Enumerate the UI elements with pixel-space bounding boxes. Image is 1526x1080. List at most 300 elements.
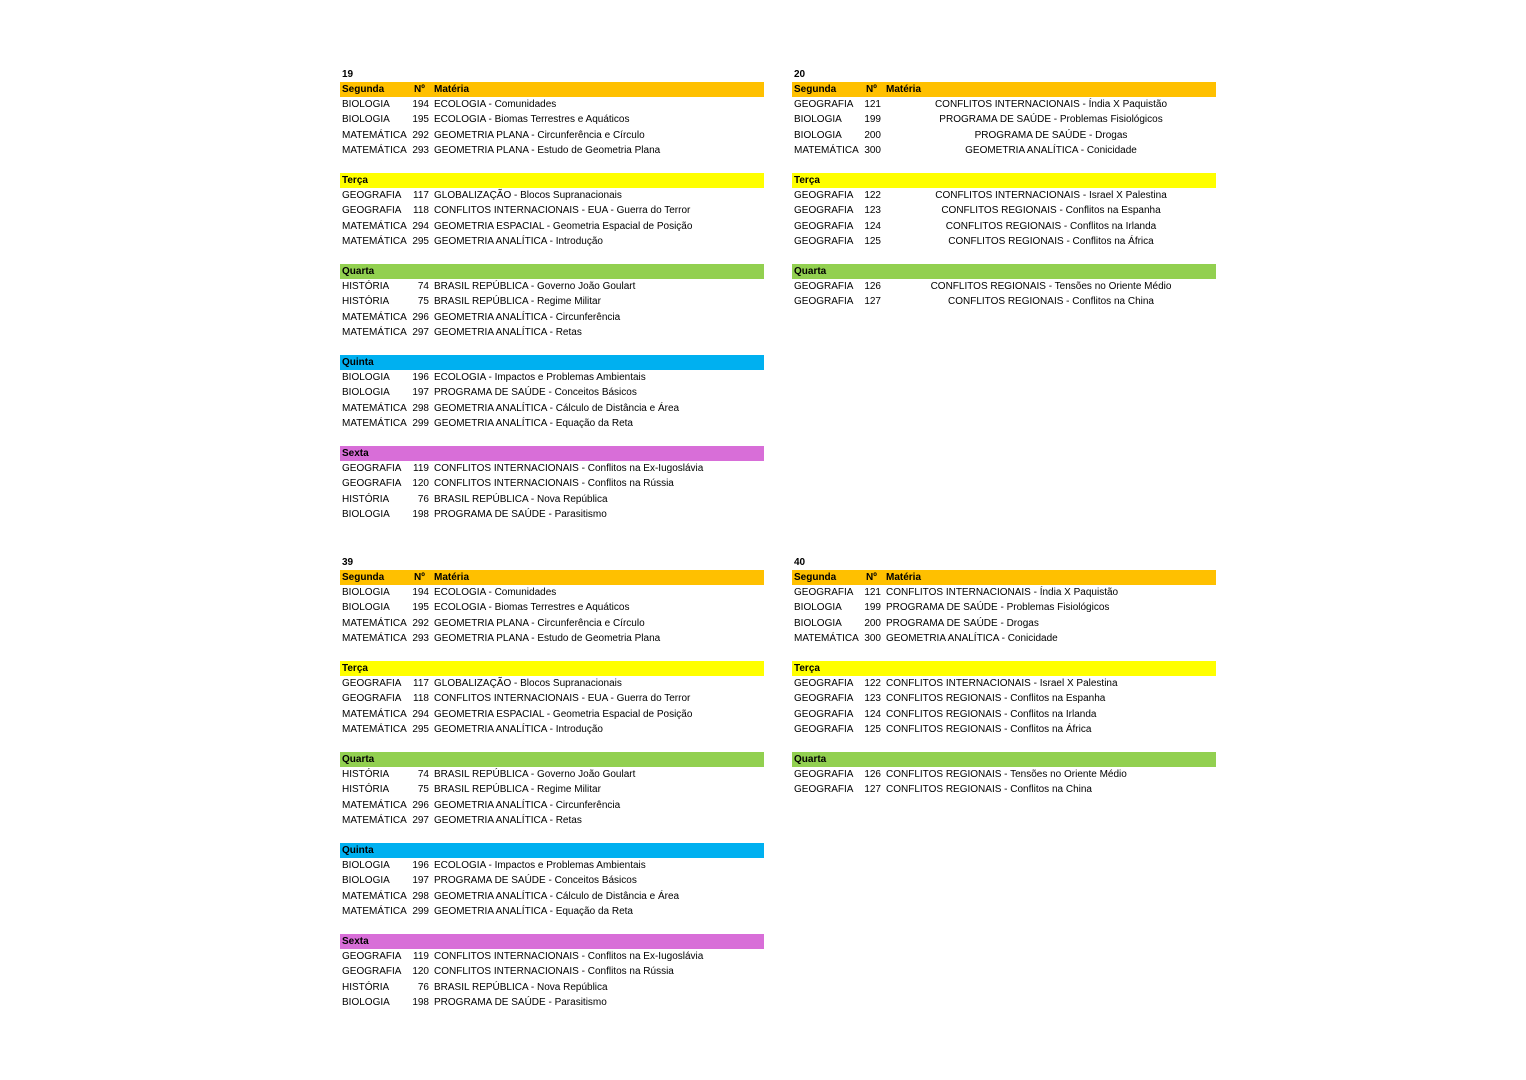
lesson-row xyxy=(340,873,764,888)
lesson-row xyxy=(792,188,1216,203)
subject-cell: GEOGRAFIA xyxy=(794,708,854,720)
day-section-quinta xyxy=(340,843,764,919)
subject-cell: HISTÓRIA xyxy=(342,784,390,796)
subject-cell: GEOGRAFIA xyxy=(342,693,402,705)
lesson-row xyxy=(792,691,1216,706)
lesson-number-cell: 197 xyxy=(412,387,429,399)
lesson-row xyxy=(340,294,764,309)
lesson-row xyxy=(340,813,764,828)
lesson-number-cell: 200 xyxy=(864,617,881,629)
subject-cell: BIOLOGIA xyxy=(794,602,842,614)
lesson-number-cell: 298 xyxy=(412,890,429,902)
day-header xyxy=(340,173,764,188)
topic-cell: ECOLOGIA - Impactos e Problemas Ambientais xyxy=(434,372,646,383)
day-name: Quarta xyxy=(794,754,827,765)
lesson-row xyxy=(792,234,1216,249)
lesson-row xyxy=(792,279,1216,294)
lesson-row xyxy=(340,476,764,491)
topic-cell: CONFLITOS REGIONAIS - Conflitos na África xyxy=(886,723,1092,735)
block-number: 40 xyxy=(794,557,806,568)
subject-cell: BIOLOGIA xyxy=(794,114,842,126)
lesson-row xyxy=(340,964,764,979)
day-section-quarta xyxy=(792,752,1216,798)
lesson-number-cell: 299 xyxy=(412,417,429,429)
subject-cell: MATEMÁTICA xyxy=(342,617,407,629)
topic-cell: CONFLITOS INTERNACIONAIS - EUA - Guerra do Terror xyxy=(434,693,691,705)
day-header xyxy=(792,752,1216,767)
subject-cell: GEOGRAFIA xyxy=(342,478,402,490)
day-name: Sexta xyxy=(342,448,369,459)
number-column-header: Nº xyxy=(414,84,425,95)
lesson-number-cell: 124 xyxy=(864,220,881,232)
lesson-number-cell: 196 xyxy=(412,372,429,383)
lesson-number-cell: 127 xyxy=(864,296,881,308)
lesson-row xyxy=(792,585,1216,600)
subject-cell: BIOLOGIA xyxy=(342,860,390,871)
lesson-number-cell: 296 xyxy=(412,799,429,811)
subject-cell: BIOLOGIA xyxy=(342,996,390,1008)
lesson-row xyxy=(340,631,764,646)
subject-cell: GEOGRAFIA xyxy=(794,769,854,780)
lesson-number-cell: 194 xyxy=(412,99,429,110)
topic-cell: BRASIL REPÚBLICA - Regime Militar xyxy=(434,784,601,796)
number-column-header: Nº xyxy=(866,84,877,95)
lesson-row xyxy=(340,585,764,600)
lesson-number-cell: 123 xyxy=(864,693,881,705)
lesson-number-cell: 119 xyxy=(413,951,429,962)
topic-cell: CONFLITOS INTERNACIONAIS - Conflitos na Rússia xyxy=(434,478,674,490)
lesson-row xyxy=(792,767,1216,782)
subject-cell: HISTÓRIA xyxy=(342,296,390,308)
lesson-number-cell: 300 xyxy=(864,144,881,156)
lesson-number-cell: 121 xyxy=(864,99,881,110)
topic-cell: GEOMETRIA ANALÍTICA - Circunferência xyxy=(434,311,621,323)
lesson-number-cell: 199 xyxy=(864,602,881,614)
lesson-row xyxy=(792,143,1216,158)
day-header xyxy=(792,661,1216,676)
topic-cell: PROGRAMA DE SAÚDE - Parasitismo xyxy=(434,508,607,520)
day-section-quarta xyxy=(340,752,764,828)
lesson-number-cell: 117 xyxy=(413,190,429,201)
day-section-segunda xyxy=(792,82,1216,158)
subject-cell: MATEMÁTICA xyxy=(342,632,407,644)
topic-cell: GLOBALIZAÇÃO - Blocos Supranacionais xyxy=(434,678,622,689)
day-name: Terça xyxy=(794,663,820,674)
topic-cell: GEOMETRIA ANALÍTICA - Retas xyxy=(434,326,582,338)
lesson-row xyxy=(792,112,1216,127)
topic-cell: PROGRAMA DE SAÚDE - Conceitos Básicos xyxy=(434,387,637,399)
subject-cell: MATEMÁTICA xyxy=(794,144,859,156)
subject-cell: MATEMÁTICA xyxy=(342,129,407,141)
lesson-number-cell: 122 xyxy=(864,190,881,201)
lesson-number-cell: 75 xyxy=(417,784,429,796)
topic-cell: BRASIL REPÚBLICA - Nova República xyxy=(434,981,608,993)
lesson-row xyxy=(792,676,1216,691)
topic-cell: GEOMETRIA PLANA - Estudo de Geometria Plana xyxy=(434,144,661,156)
materia-column-header: Matéria xyxy=(434,572,470,583)
lesson-row xyxy=(340,234,764,249)
lesson-row xyxy=(792,203,1216,218)
schedule-block-40 xyxy=(792,555,1216,813)
day-name: Terça xyxy=(794,175,820,186)
lesson-number-cell: 299 xyxy=(412,905,429,917)
day-section-sexta xyxy=(340,934,764,1010)
topic-cell: CONFLITOS INTERNACIONAIS - Conflitos na Ex-Iugoslávia xyxy=(434,463,704,474)
topic-cell: GEOMETRIA ANALÍTICA - Introdução xyxy=(434,723,603,735)
lesson-number-cell: 118 xyxy=(413,205,429,217)
lesson-number-cell: 195 xyxy=(412,114,429,126)
topic-cell: GEOMETRIA ESPACIAL - Geometria Espacial de Posição xyxy=(434,220,693,232)
topic-cell: GEOMETRIA ANALÍTICA - Introdução xyxy=(434,235,603,247)
subject-cell: GEOGRAFIA xyxy=(794,784,854,796)
subject-cell: MATEMÁTICA xyxy=(342,311,407,323)
lesson-number-cell: 292 xyxy=(412,617,429,629)
lesson-row xyxy=(792,219,1216,234)
lesson-row xyxy=(340,279,764,294)
lesson-number-cell: 123 xyxy=(864,205,881,217)
subject-cell: MATEMÁTICA xyxy=(342,417,407,429)
lesson-row xyxy=(340,461,764,476)
lesson-row xyxy=(340,995,764,1010)
day-header xyxy=(340,264,764,279)
subject-cell: GEOGRAFIA xyxy=(794,235,854,247)
lesson-row xyxy=(340,325,764,340)
subject-cell: HISTÓRIA xyxy=(342,281,390,292)
lesson-number-cell: 120 xyxy=(412,966,429,978)
topic-cell: ECOLOGIA - Impactos e Problemas Ambientais xyxy=(434,860,646,871)
lesson-number-cell: 297 xyxy=(412,814,429,826)
topic-cell: CONFLITOS INTERNACIONAIS - Israel X Palestina xyxy=(935,190,1167,201)
day-name: Quarta xyxy=(794,266,827,277)
lesson-number-cell: 195 xyxy=(412,602,429,614)
lesson-number-cell: 294 xyxy=(412,220,429,232)
materia-column-header: Matéria xyxy=(886,572,922,583)
day-header xyxy=(340,82,764,97)
lesson-row xyxy=(340,310,764,325)
lesson-number-cell: 292 xyxy=(412,129,429,141)
day-section-quarta xyxy=(792,264,1216,310)
topic-cell: GEOMETRIA ANALÍTICA - Equação da Reta xyxy=(434,905,633,917)
number-column-header: Nº xyxy=(414,572,425,583)
lesson-row xyxy=(792,631,1216,646)
topic-cell: GEOMETRIA PLANA - Circunferência e Círculo xyxy=(434,129,645,141)
lesson-row xyxy=(340,416,764,431)
topic-cell: GLOBALIZAÇÃO - Blocos Supranacionais xyxy=(434,190,622,201)
subject-cell: MATEMÁTICA xyxy=(342,402,407,414)
subject-cell: GEOGRAFIA xyxy=(794,678,854,689)
day-name: Terça xyxy=(342,663,368,674)
lesson-number-cell: 194 xyxy=(412,587,429,598)
number-column-header: Nº xyxy=(866,572,877,583)
schedule-block-20 xyxy=(792,67,1216,325)
subject-cell: BIOLOGIA xyxy=(342,114,390,126)
subject-cell: GEOGRAFIA xyxy=(342,190,402,201)
subject-cell: GEOGRAFIA xyxy=(342,966,402,978)
subject-cell: BIOLOGIA xyxy=(342,387,390,399)
subject-cell: GEOGRAFIA xyxy=(794,281,854,292)
day-name: Terça xyxy=(342,175,368,186)
day-name: Segunda xyxy=(342,572,385,583)
subject-cell: MATEMÁTICA xyxy=(794,632,859,644)
day-header xyxy=(340,570,764,585)
day-header xyxy=(792,173,1216,188)
lesson-row xyxy=(340,370,764,385)
lesson-number-cell: 74 xyxy=(417,281,429,292)
day-section-sexta xyxy=(340,446,764,522)
topic-cell: CONFLITOS INTERNACIONAIS - Conflitos na Rússia xyxy=(434,966,674,978)
subject-cell: GEOGRAFIA xyxy=(794,99,854,110)
lesson-number-cell: 127 xyxy=(864,784,881,796)
lesson-row xyxy=(340,722,764,737)
lesson-number-cell: 74 xyxy=(417,769,429,780)
lesson-row xyxy=(340,782,764,797)
subject-cell: MATEMÁTICA xyxy=(342,905,407,917)
subject-cell: GEOGRAFIA xyxy=(794,587,854,598)
day-name: Segunda xyxy=(342,84,385,95)
subject-cell: BIOLOGIA xyxy=(342,602,390,614)
lesson-row xyxy=(340,219,764,234)
topic-cell: CONFLITOS INTERNACIONAIS - EUA - Guerra do Terror xyxy=(434,205,691,217)
topic-cell: ECOLOGIA - Biomas Terrestres e Aquáticos xyxy=(434,114,630,126)
lesson-row xyxy=(340,616,764,631)
topic-cell: CONFLITOS REGIONAIS - Conflitos na China xyxy=(948,296,1154,308)
topic-cell: PROGRAMA DE SAÚDE - Conceitos Básicos xyxy=(434,875,637,887)
topic-cell: GEOMETRIA ANALÍTICA - Cálculo de Distância e Área xyxy=(434,402,680,414)
day-name: Segunda xyxy=(794,84,837,95)
day-name: Sexta xyxy=(342,936,369,947)
day-name: Quarta xyxy=(342,266,375,277)
lesson-number-cell: 118 xyxy=(413,693,429,705)
topic-cell: CONFLITOS REGIONAIS - Conflitos na Irlanda xyxy=(945,220,1157,232)
day-section-segunda xyxy=(792,570,1216,646)
topic-cell: GEOMETRIA ANALÍTICA - Equação da Reta xyxy=(434,417,633,429)
lesson-row xyxy=(340,904,764,919)
lesson-row xyxy=(340,798,764,813)
lesson-number-cell: 300 xyxy=(864,632,881,644)
topic-cell: CONFLITOS REGIONAIS - Conflitos na Espanha xyxy=(886,693,1106,705)
subject-cell: BIOLOGIA xyxy=(794,129,842,141)
lesson-row xyxy=(792,782,1216,797)
lesson-row xyxy=(340,691,764,706)
lesson-row xyxy=(792,294,1216,309)
lesson-number-cell: 76 xyxy=(417,493,429,505)
topic-cell: GEOMETRIA ANALÍTICA - Circunferência xyxy=(434,799,621,811)
day-header xyxy=(792,264,1216,279)
lesson-number-cell: 199 xyxy=(864,114,881,126)
topic-cell: GEOMETRIA ESPACIAL - Geometria Espacial de Posição xyxy=(434,708,693,720)
lesson-row xyxy=(340,97,764,112)
lesson-number-cell: 297 xyxy=(412,326,429,338)
day-section-segunda xyxy=(340,570,764,646)
subject-cell: GEOGRAFIA xyxy=(342,951,402,962)
lesson-number-cell: 295 xyxy=(412,235,429,247)
lesson-row xyxy=(792,707,1216,722)
topic-cell: CONFLITOS REGIONAIS - Conflitos na Espanha xyxy=(941,205,1161,217)
topic-cell: PROGRAMA DE SAÚDE - Parasitismo xyxy=(434,996,607,1008)
subject-cell: MATEMÁTICA xyxy=(342,144,407,156)
topic-cell: GEOMETRIA PLANA - Circunferência e Círculo xyxy=(434,617,645,629)
lesson-number-cell: 121 xyxy=(864,587,881,598)
lesson-row xyxy=(792,722,1216,737)
block-number: 39 xyxy=(342,557,354,568)
lesson-number-cell: 296 xyxy=(412,311,429,323)
topic-cell: BRASIL REPÚBLICA - Governo João Goulart xyxy=(434,281,636,292)
subject-cell: MATEMÁTICA xyxy=(342,326,407,338)
block-number: 20 xyxy=(794,69,806,80)
lesson-row xyxy=(340,143,764,158)
lesson-row xyxy=(340,188,764,203)
subject-cell: BIOLOGIA xyxy=(342,587,390,598)
topic-cell: ECOLOGIA - Biomas Terrestres e Aquáticos xyxy=(434,602,630,614)
subject-cell: GEOGRAFIA xyxy=(794,205,854,217)
topic-cell: CONFLITOS INTERNACIONAIS - Conflitos na Ex-Iugoslávia xyxy=(434,951,704,962)
lesson-number-cell: 293 xyxy=(412,144,429,156)
topic-cell: PROGRAMA DE SAÚDE - Drogas xyxy=(974,129,1128,141)
lesson-number-cell: 75 xyxy=(417,296,429,308)
subject-cell: MATEMÁTICA xyxy=(342,890,407,902)
lesson-row xyxy=(340,980,764,995)
day-header xyxy=(340,934,764,949)
topic-cell: CONFLITOS INTERNACIONAIS - Israel X Palestina xyxy=(886,678,1118,689)
topic-cell: BRASIL REPÚBLICA - Nova República xyxy=(434,493,608,505)
topic-cell: CONFLITOS REGIONAIS - Tensões no Oriente Médio xyxy=(886,769,1127,780)
topic-cell: CONFLITOS REGIONAIS - Tensões no Oriente Médio xyxy=(930,281,1172,292)
lesson-number-cell: 295 xyxy=(412,723,429,735)
subject-cell: MATEMÁTICA xyxy=(342,799,407,811)
day-name: Segunda xyxy=(794,572,837,583)
subject-cell: HISTÓRIA xyxy=(342,493,390,505)
subject-cell: MATEMÁTICA xyxy=(342,708,407,720)
day-header xyxy=(792,570,1216,585)
subject-cell: GEOGRAFIA xyxy=(794,190,854,201)
subject-cell: BIOLOGIA xyxy=(342,875,390,887)
subject-cell: MATEMÁTICA xyxy=(342,814,407,826)
lesson-number-cell: 198 xyxy=(412,508,429,520)
topic-cell: CONFLITOS REGIONAIS - Conflitos na China xyxy=(886,784,1092,796)
lesson-number-cell: 198 xyxy=(412,996,429,1008)
block-number: 19 xyxy=(342,69,354,80)
day-section-terca xyxy=(792,661,1216,737)
lesson-row xyxy=(340,401,764,416)
subject-cell: BIOLOGIA xyxy=(342,372,390,383)
day-header xyxy=(340,843,764,858)
lesson-number-cell: 120 xyxy=(412,478,429,490)
day-header xyxy=(340,661,764,676)
day-section-quinta xyxy=(340,355,764,431)
lesson-number-cell: 298 xyxy=(412,402,429,414)
topic-cell: GEOMETRIA ANALÍTICA - Retas xyxy=(434,814,582,826)
topic-cell: GEOMETRIA ANALÍTICA - Cálculo de Distância e Área xyxy=(434,890,680,902)
subject-cell: BIOLOGIA xyxy=(794,617,842,629)
lesson-number-cell: 125 xyxy=(864,235,881,247)
subject-cell: MATEMÁTICA xyxy=(342,723,407,735)
lesson-row xyxy=(340,707,764,722)
subject-cell: GEOGRAFIA xyxy=(794,220,854,232)
subject-cell: BIOLOGIA xyxy=(342,99,390,110)
lesson-row xyxy=(340,676,764,691)
materia-column-header: Matéria xyxy=(434,84,470,95)
topic-cell: BRASIL REPÚBLICA - Regime Militar xyxy=(434,296,601,308)
subject-cell: GEOGRAFIA xyxy=(342,205,402,217)
day-name: Quarta xyxy=(342,754,375,765)
day-section-terca xyxy=(340,661,764,737)
topic-cell: CONFLITOS REGIONAIS - Conflitos na Irlanda xyxy=(886,708,1097,720)
subject-cell: HISTÓRIA xyxy=(342,769,390,780)
lesson-number-cell: 196 xyxy=(412,860,429,871)
lesson-row xyxy=(792,97,1216,112)
topic-cell: CONFLITOS INTERNACIONAIS - Índia X Paquistão xyxy=(934,99,1168,110)
lesson-row xyxy=(792,600,1216,615)
lesson-row xyxy=(340,492,764,507)
topic-cell: GEOMETRIA ANALÍTICA - Conicidade xyxy=(965,144,1137,156)
lesson-row xyxy=(340,507,764,522)
topic-cell: CONFLITOS REGIONAIS - Conflitos na África xyxy=(948,235,1154,247)
topic-cell: PROGRAMA DE SAÚDE - Problemas Fisiológicos xyxy=(939,114,1163,126)
lesson-number-cell: 294 xyxy=(412,708,429,720)
topic-cell: PROGRAMA DE SAÚDE - Drogas xyxy=(886,617,1039,629)
lesson-row xyxy=(340,889,764,904)
day-header xyxy=(340,355,764,370)
day-header xyxy=(792,82,1216,97)
subject-cell: MATEMÁTICA xyxy=(342,220,407,232)
topic-cell: GEOMETRIA PLANA - Estudo de Geometria Plana xyxy=(434,632,661,644)
subject-cell: BIOLOGIA xyxy=(342,508,390,520)
lesson-row xyxy=(340,858,764,873)
subject-cell: GEOGRAFIA xyxy=(794,693,854,705)
topic-cell: ECOLOGIA - Comunidades xyxy=(434,99,557,110)
topic-cell: PROGRAMA DE SAÚDE - Problemas Fisiológicos xyxy=(886,602,1110,614)
subject-cell: GEOGRAFIA xyxy=(342,463,402,474)
lesson-number-cell: 119 xyxy=(413,463,429,474)
day-section-segunda xyxy=(340,82,764,158)
subject-cell: GEOGRAFIA xyxy=(794,723,854,735)
day-header xyxy=(340,752,764,767)
lesson-number-cell: 197 xyxy=(412,875,429,887)
lesson-row xyxy=(340,949,764,964)
lesson-row xyxy=(340,128,764,143)
lesson-number-cell: 124 xyxy=(864,708,881,720)
lesson-number-cell: 76 xyxy=(417,981,429,993)
lesson-row xyxy=(340,203,764,218)
lesson-number-cell: 126 xyxy=(864,769,881,780)
subject-cell: GEOGRAFIA xyxy=(794,296,854,308)
lesson-number-cell: 293 xyxy=(412,632,429,644)
day-name: Quinta xyxy=(342,357,374,368)
subject-cell: GEOGRAFIA xyxy=(342,678,402,689)
day-section-quarta xyxy=(340,264,764,340)
day-section-terca xyxy=(792,173,1216,249)
lesson-number-cell: 200 xyxy=(864,129,881,141)
lesson-number-cell: 126 xyxy=(864,281,881,292)
topic-cell: GEOMETRIA ANALÍTICA - Conicidade xyxy=(886,632,1058,644)
day-name: Quinta xyxy=(342,845,374,856)
lesson-row xyxy=(792,616,1216,631)
lesson-row xyxy=(340,600,764,615)
day-header xyxy=(340,446,764,461)
lesson-row xyxy=(340,385,764,400)
schedule-block-39 xyxy=(340,555,764,1025)
topic-cell: BRASIL REPÚBLICA - Governo João Goulart xyxy=(434,769,636,780)
lesson-row xyxy=(340,767,764,782)
schedule-block-19 xyxy=(340,67,764,537)
lesson-number-cell: 122 xyxy=(864,678,881,689)
materia-column-header: Matéria xyxy=(886,84,922,95)
topic-cell: CONFLITOS INTERNACIONAIS - Índia X Paquistão xyxy=(886,587,1119,598)
subject-cell: HISTÓRIA xyxy=(342,981,390,993)
lesson-row xyxy=(340,112,764,127)
lesson-number-cell: 117 xyxy=(413,678,429,689)
subject-cell: MATEMÁTICA xyxy=(342,235,407,247)
